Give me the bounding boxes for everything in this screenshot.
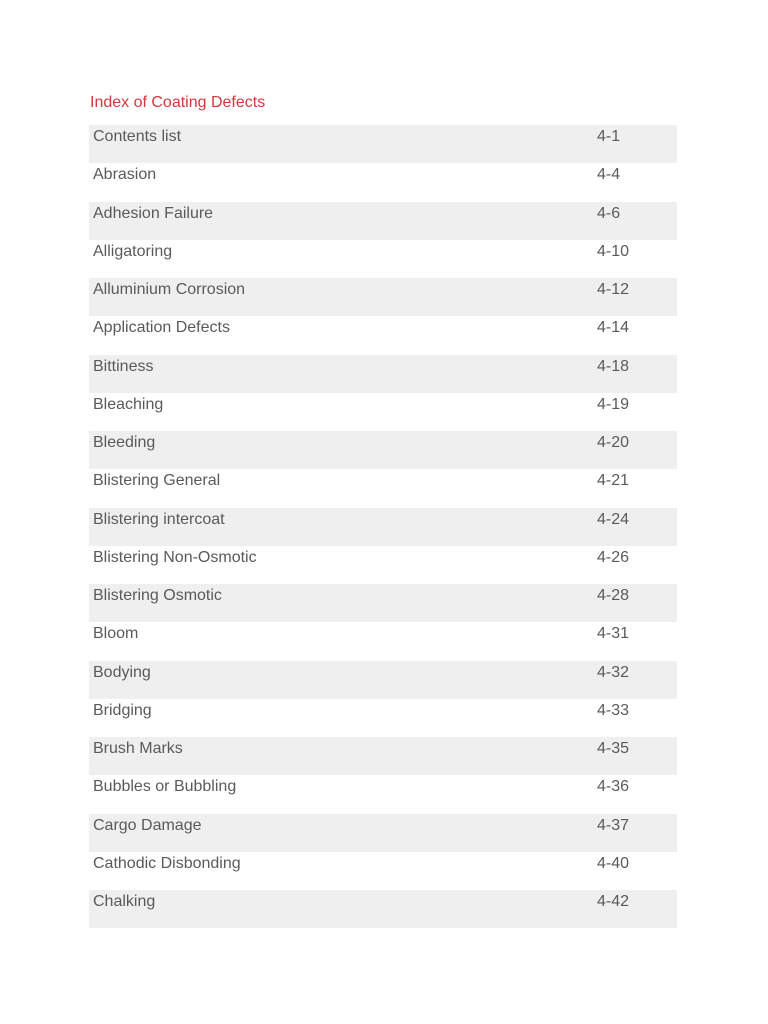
table-row	[89, 622, 677, 660]
table-row	[89, 775, 677, 813]
table-row	[89, 355, 677, 393]
table-row	[89, 852, 677, 890]
entry-page: 4-42	[597, 893, 630, 910]
entry-page: 4-19	[597, 395, 630, 413]
entry-name: Bittiness	[93, 357, 154, 375]
entry-page: 4-26	[597, 548, 630, 566]
table-row	[89, 508, 677, 546]
index-table	[89, 125, 677, 928]
entry-name: Alluminium Corrosion	[93, 281, 246, 298]
entry-name: Cathodic Disbonding	[93, 854, 241, 872]
entry-page: 4-33	[597, 701, 630, 719]
entry-name: Bleeding	[93, 434, 156, 451]
entry-page: 4-24	[597, 510, 630, 528]
page-title: Index of Coating Defects	[90, 94, 266, 111]
entry-name: Blistering intercoat	[93, 510, 225, 528]
entry-name: Bridging	[93, 701, 152, 719]
entry-name: Blistering Osmotic	[93, 587, 222, 604]
entry-name: Adhesion Failure	[93, 204, 214, 222]
entry-page: 4-21	[597, 472, 630, 490]
entry-name: Bleaching	[93, 395, 164, 413]
entry-name: Chalking	[93, 893, 156, 910]
table-row	[89, 890, 677, 928]
entry-page: 4-31	[597, 625, 630, 643]
entry-name: Bubbles or Bubbling	[93, 778, 237, 796]
table-row	[89, 202, 677, 240]
entry-name: Brush Marks	[93, 740, 183, 757]
entry-name: Application Defects	[93, 319, 230, 337]
table-row	[89, 661, 677, 699]
entry-name: Bodying	[93, 663, 151, 681]
table-row	[89, 584, 677, 622]
entry-name: Abrasion	[93, 166, 157, 184]
table-row	[89, 546, 677, 584]
entry-page: 4-10	[597, 242, 630, 260]
table-row	[89, 316, 677, 354]
entry-page: 4-14	[597, 319, 630, 337]
entry-page: 4-1	[597, 128, 621, 145]
entry-name: Contents list	[93, 128, 182, 145]
table-row	[89, 814, 677, 852]
entry-name: Blistering General	[93, 472, 221, 490]
table-row	[89, 431, 677, 469]
entry-page: 4-12	[597, 281, 630, 298]
table-row	[89, 469, 677, 507]
entry-name: Blistering Non-Osmotic	[93, 548, 257, 566]
entry-page: 4-37	[597, 816, 630, 834]
entry-page: 4-20	[597, 434, 630, 451]
table-row	[89, 125, 677, 163]
table-row	[89, 240, 677, 278]
table-row	[89, 737, 677, 775]
table-row	[89, 393, 677, 431]
table-row	[89, 699, 677, 737]
entry-page: 4-40	[597, 854, 630, 872]
entry-page: 4-35	[597, 740, 630, 757]
entry-page: 4-18	[597, 357, 630, 375]
entry-page: 4-36	[597, 778, 630, 796]
entry-page: 4-28	[597, 587, 630, 604]
entry-name: Alligatoring	[93, 242, 173, 260]
entry-page: 4-4	[597, 166, 621, 184]
entry-page: 4-32	[597, 663, 630, 681]
table-row	[89, 278, 677, 316]
entry-name: Cargo Damage	[93, 816, 202, 834]
table-row	[89, 163, 677, 201]
entry-page: 4-6	[597, 204, 621, 222]
entry-name: Bloom	[93, 625, 139, 643]
